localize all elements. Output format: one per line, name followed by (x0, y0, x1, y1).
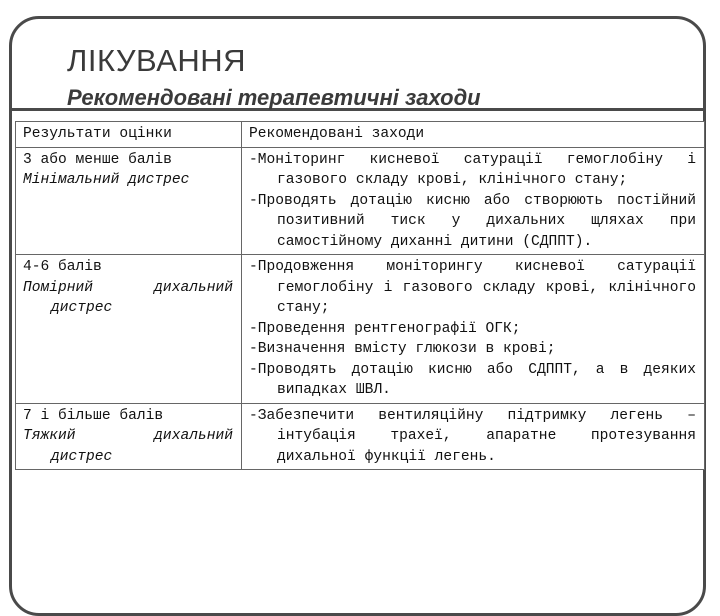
severity-label: Мінімальний дистрес (23, 172, 190, 188)
measure-item: -Визначення вмісту глюкози в крові; (249, 341, 556, 357)
measure-item: -Проведення рентгенографії ОГК; (249, 320, 521, 337)
slide-title: ЛІКУВАННЯ (67, 43, 247, 78)
assessment-cell (16, 147, 242, 255)
score-label: 3 або менше балів (23, 151, 172, 168)
measure-item: -Забезпечити вентиляційну підтримку легень – інтубація трахеї, апаратне протезування дихальної функції легень. (249, 407, 696, 465)
score-label: 7 і більше балів (23, 407, 164, 424)
severity-label-continued: дистрес (51, 448, 113, 465)
measure-item: -Продовження моніторингу кисневої сатурації гемоглобіну і газового складу крові, клінічного стану; (249, 259, 696, 316)
measures-cell (242, 403, 705, 470)
assessment-cell (16, 255, 242, 404)
table-row (16, 403, 705, 470)
table-row (16, 147, 705, 255)
measures-cell (242, 255, 705, 404)
table-header-row (16, 122, 705, 148)
assessment-cell (16, 403, 242, 470)
header-assessment: Результати оцінки (16, 122, 242, 148)
measure-item: -Проводять дотацію кисню або створюють постійний позитивний тиск у дихальних щляхах при самостійному диханні дитини (СДППТ). (249, 192, 696, 250)
measure-item: -Проводять дотацію кисню або СДППТ, а в деяких випадках ШВЛ. (249, 361, 696, 398)
severity-label: Помірний дихальний (23, 279, 233, 296)
slide-subtitle: Рекомендовані терапевтичні заходи (67, 85, 481, 110)
recommendations-table (15, 121, 705, 470)
severity-label-continued: дистрес (51, 300, 113, 316)
measure-item: -Моніторинг кисневої сатурації гемоглобіну і газового складу крові, клінічного стану; (249, 151, 696, 188)
header-measures: Рекомендовані заходи (242, 122, 705, 148)
severity-label: Тяжкий дихальний (23, 428, 233, 444)
measures-cell (242, 147, 705, 255)
table-row (16, 255, 705, 404)
score-label: 4-6 балів (23, 259, 102, 275)
